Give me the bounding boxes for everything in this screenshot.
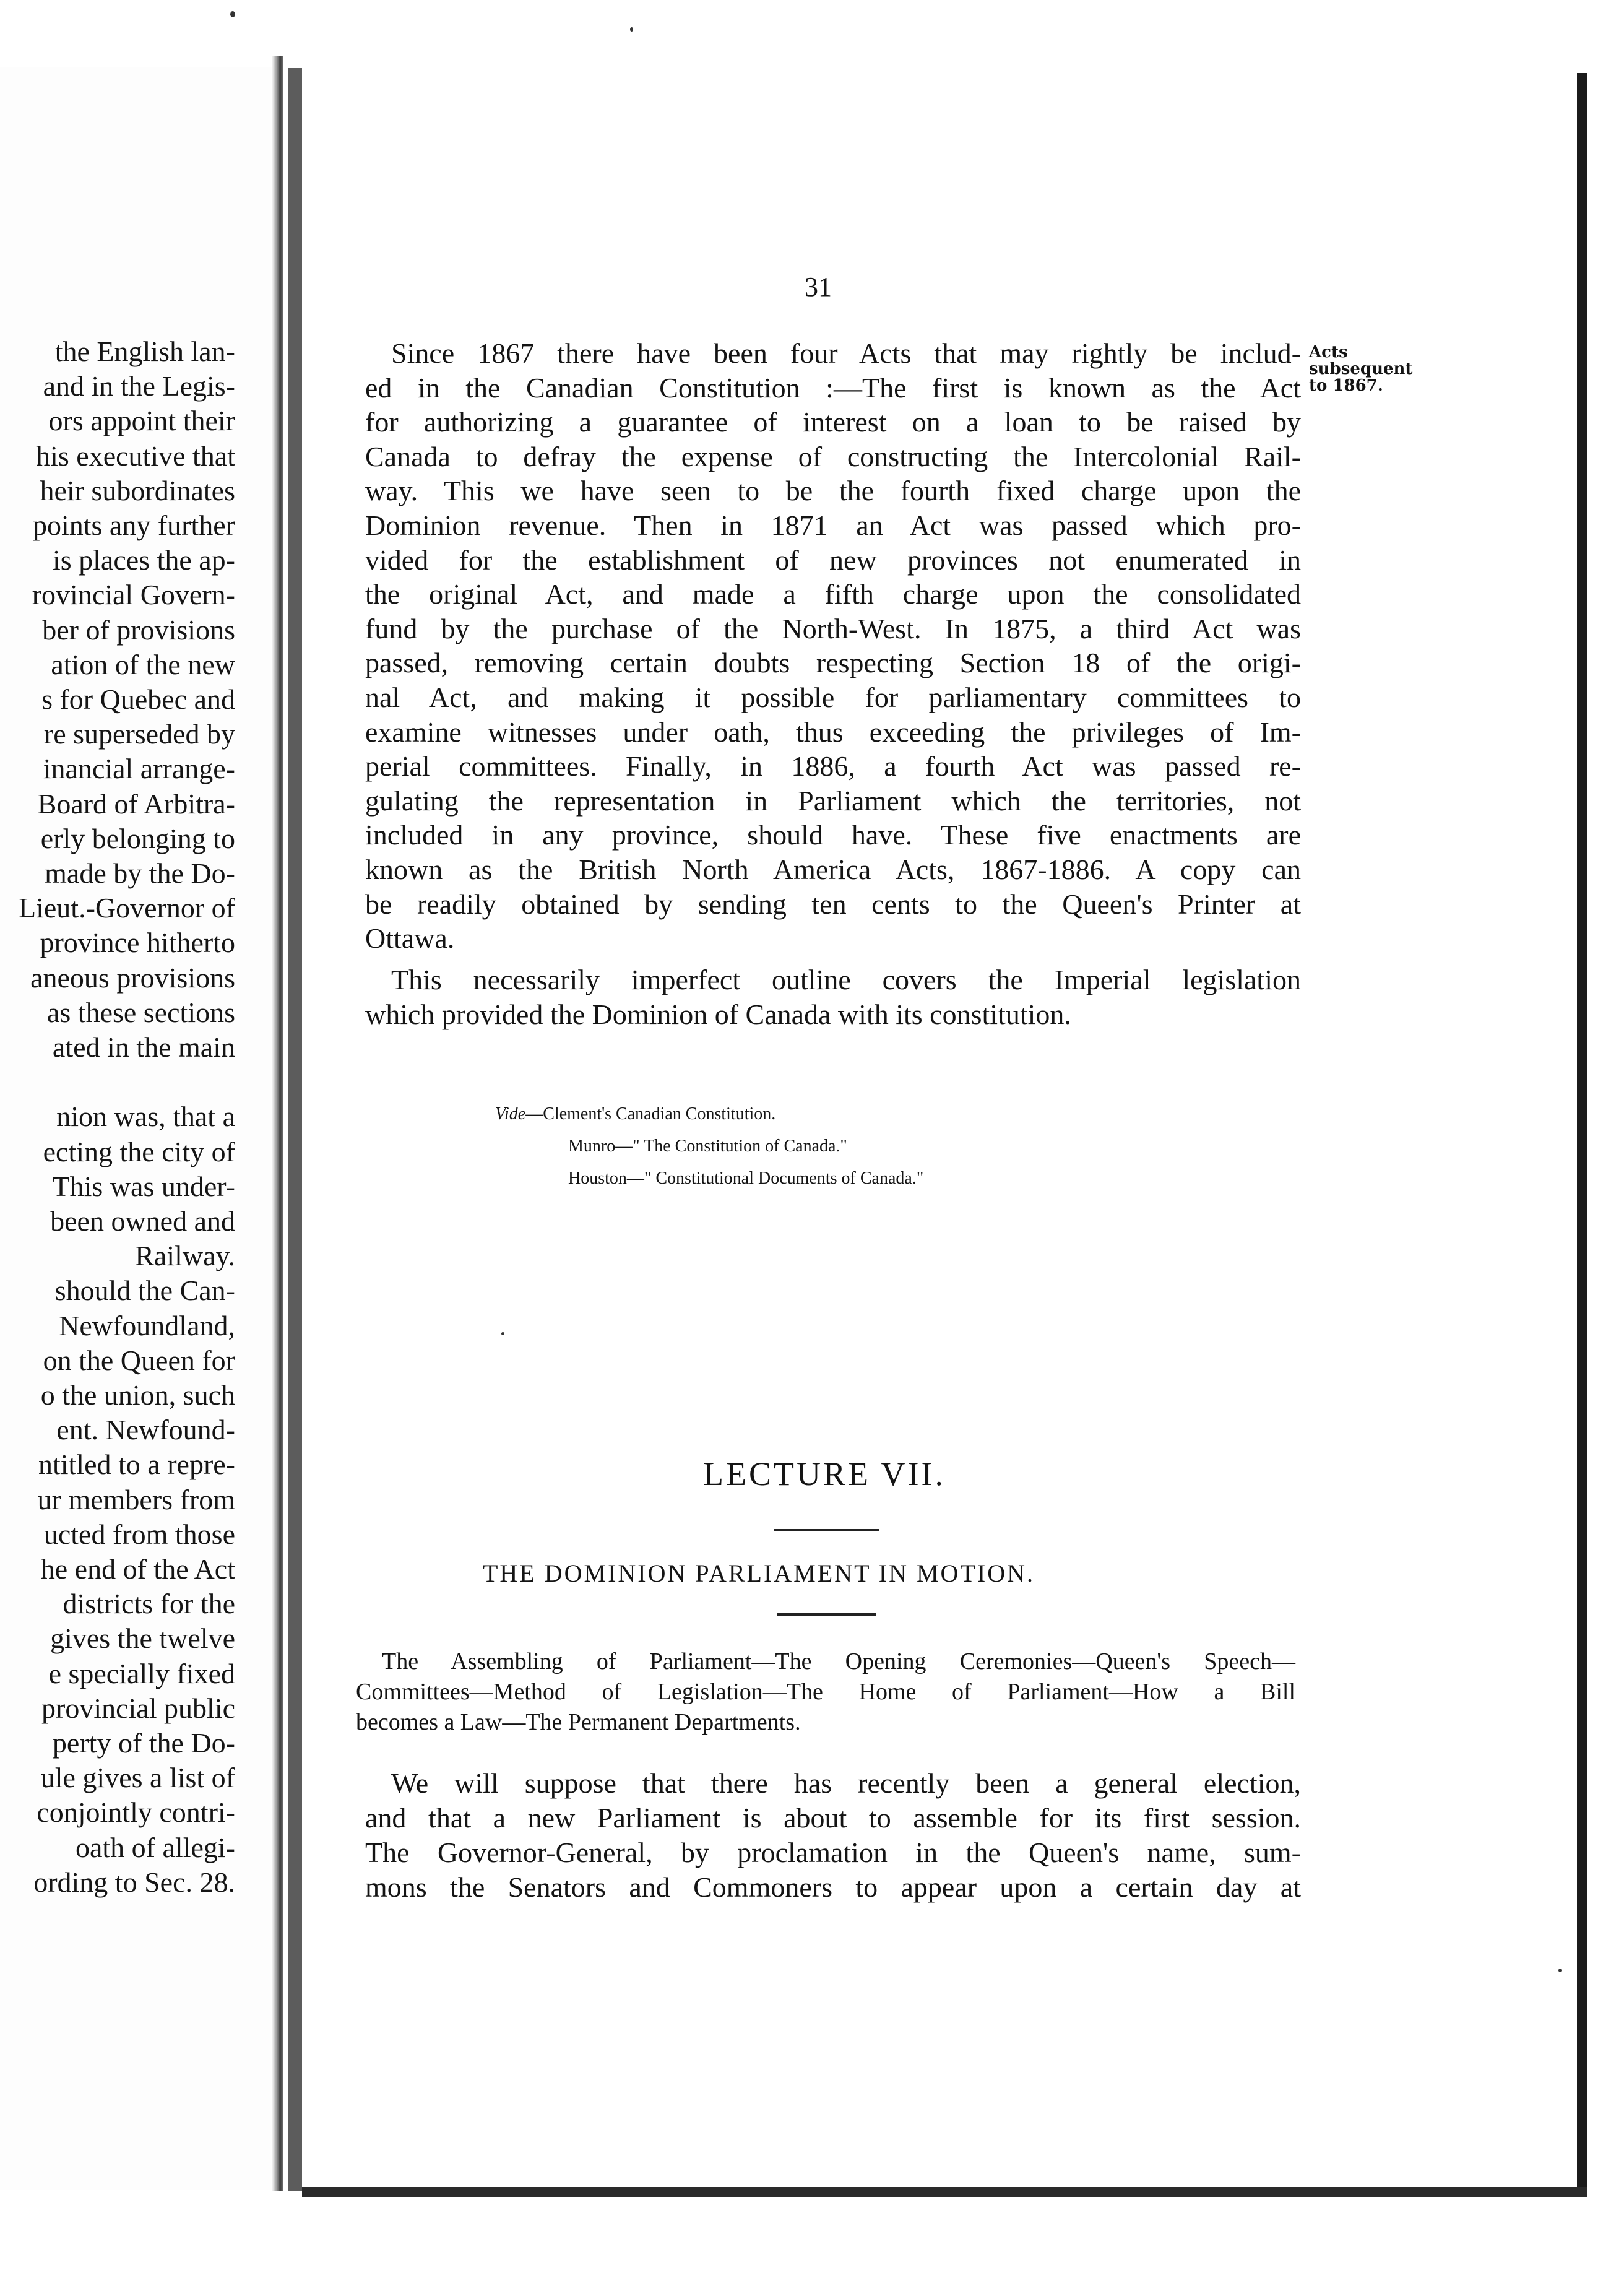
subtitle-rule: [777, 1613, 876, 1616]
left-page-line: provincial public: [41, 1692, 235, 1724]
left-page-line: on the Queen for: [43, 1344, 235, 1376]
reference-line: Houston—" Constitutional Documents of Canada.": [568, 1169, 924, 1188]
left-page-line: Newfoundland,: [59, 1309, 235, 1341]
left-page-line: nion was, that a: [56, 1101, 235, 1133]
left-page-line: ur members from: [37, 1483, 235, 1515]
text-line: ed in the Canadian Constitution :—The first is known as the Act: [365, 371, 1301, 404]
left-page-line: province hitherto: [40, 927, 235, 959]
left-page-line: and in the Legis-: [43, 370, 235, 402]
left-page-line: re superseded by: [43, 718, 235, 750]
left-page-line: heir subordinates: [40, 474, 235, 506]
text-line: the original Act, and made a fifth charge upon the consolidated: [365, 578, 1301, 610]
left-page-line: s for Quebec and: [41, 683, 235, 715]
left-page-line: ation of the new: [51, 648, 235, 680]
lecture-subtitle: THE DOMINION PARLIAMENT IN MOTION.: [483, 1559, 1035, 1587]
left-page-line: Board of Arbitra-: [37, 787, 235, 820]
text-line: vided for the establishment of new provinces not enumerated in: [365, 544, 1301, 576]
left-page-line: rovincial Govern-: [32, 579, 235, 611]
text-line: We will suppose that there has recently been a general election,: [391, 1767, 1301, 1799]
left-page-line: ule gives a list of: [40, 1762, 235, 1794]
left-page-line: ent. Newfound-: [56, 1414, 235, 1446]
left-page-line: This was under-: [52, 1170, 235, 1202]
page-edge: [1577, 73, 1587, 2187]
page-number: 31: [805, 272, 832, 302]
text-line: and that a new Parliament is about to assemble for its first session.: [365, 1802, 1301, 1834]
text-line: becomes a Law—The Permanent Departments.: [356, 1709, 801, 1735]
left-page-line: oath of allegi-: [75, 1831, 235, 1863]
left-page-line: his executive that: [36, 440, 235, 472]
margin-note-line: subsequent: [1309, 360, 1413, 378]
heading-rule: [774, 1529, 879, 1531]
text-line: The Governor-General, by proclamation in the Queen's name, sum-: [365, 1837, 1301, 1868]
margin-note-line: Acts: [1309, 343, 1348, 362]
text-line: be readily obtained by sending ten cents to the Queen's Printer at: [365, 888, 1301, 920]
previous-page-fragment: [0, 67, 272, 2190]
margin-note-line: to 1867.: [1309, 376, 1383, 395]
left-page-line: ording to Sec. 28.: [33, 1866, 235, 1898]
text-line: This necessarily imperfect outline covers the Imperial legislation: [391, 964, 1301, 995]
reference-line: Munro—" The Constitution of Canada.": [568, 1137, 847, 1156]
text-line: The Assembling of Parliament—The Opening Ceremonies—Queen's Speech—: [382, 1648, 1295, 1674]
left-page-line: conjointly contri-: [37, 1796, 235, 1829]
text-line: gulating the representation in Parliament which the territories, not: [365, 784, 1301, 817]
text-line: Since 1867 there have been four Acts that may rightly be includ-: [391, 337, 1301, 369]
left-page-line: ntitled to a repre-: [38, 1449, 235, 1481]
vide-label: Vide: [495, 1104, 526, 1124]
left-page-line: ors appoint their: [48, 405, 235, 437]
text-line: passed, removing certain doubts respecting Section 18 of the origi-: [365, 647, 1301, 679]
scan-speck: [1558, 1969, 1562, 1972]
left-page-line: Lieut.-Governor of: [19, 892, 235, 924]
text-line: fund by the purchase of the North-West. In 1875, a third Act was: [365, 612, 1301, 644]
left-page-line: Railway.: [135, 1240, 235, 1272]
scan-speck: [230, 11, 235, 17]
scan-speck: [501, 1332, 504, 1335]
book-spine: [288, 68, 302, 2191]
left-page-line: e specially fixed: [48, 1657, 235, 1689]
text-line: Dominion revenue. Then in 1871 an Act was passed which pro-: [365, 509, 1301, 541]
text-line: way. This we have seen to be the fourth fixed charge upon the: [365, 475, 1301, 507]
text-line: Committees—Method of Legislation—The Home of Parliament—How a Bill: [356, 1679, 1295, 1705]
text-line: Canada to defray the expense of constructing the Intercolonial Rail-: [365, 440, 1301, 472]
text-line: Ottawa.: [365, 922, 455, 955]
left-page-line: made by the Do-: [45, 857, 235, 889]
text-line: examine witnesses under oath, thus exceeding the privileges of Im-: [365, 716, 1301, 748]
left-page-line: the English lan-: [54, 336, 235, 367]
text-line: which provided the Dominion of Canada with its constitution.: [365, 998, 1071, 1030]
left-page-line: ecting the city of: [43, 1135, 235, 1167]
left-page-line: inancial arrange-: [43, 753, 235, 785]
left-page-line: he end of the Act: [40, 1553, 235, 1585]
left-page-line: districts for the: [63, 1588, 235, 1620]
left-page-line: gives the twelve: [50, 1622, 235, 1655]
left-page-line: ucted from those: [43, 1518, 235, 1550]
left-page-line: perty of the Do-: [52, 1727, 235, 1759]
left-page-line: ated in the main: [52, 1031, 235, 1063]
text-line: perial committees. Finally, in 1886, a fourth Act was passed re-: [365, 750, 1301, 782]
page-gutter: [272, 56, 283, 2191]
left-page-line: is places the ap-: [52, 544, 235, 576]
page-bottom-edge: [302, 2187, 1587, 2197]
left-page-line: ber of provisions: [42, 613, 235, 646]
left-page-line: aneous provisions: [30, 961, 235, 994]
reference-line: Vide—Clement's Canadian Constitution.: [495, 1104, 776, 1124]
left-page-line: erly belonging to: [40, 822, 235, 854]
left-page-line: o the union, such: [40, 1379, 235, 1411]
left-page-line: as these sections: [46, 996, 235, 1028]
text-line: included in any province, should have. These five enactments are: [365, 819, 1301, 851]
left-page-line: points any further: [32, 509, 235, 541]
scan-speck: [630, 27, 633, 32]
text-line: nal Act, and making it possible for parliamentary committees to: [365, 682, 1301, 713]
lecture-heading: LECTURE VII.: [703, 1455, 946, 1492]
left-page-line: been owned and: [50, 1205, 235, 1237]
margin-note: [1309, 344, 1433, 394]
text-line: for authorizing a guarantee of interest on a loan to be raised by: [365, 406, 1301, 438]
text-line: mons the Senators and Commoners to appear upon a certain day at: [365, 1871, 1301, 1903]
left-page-line: should the Can-: [54, 1275, 235, 1307]
text-line: known as the British North America Acts, 1867-1886. A copy can: [365, 854, 1301, 885]
